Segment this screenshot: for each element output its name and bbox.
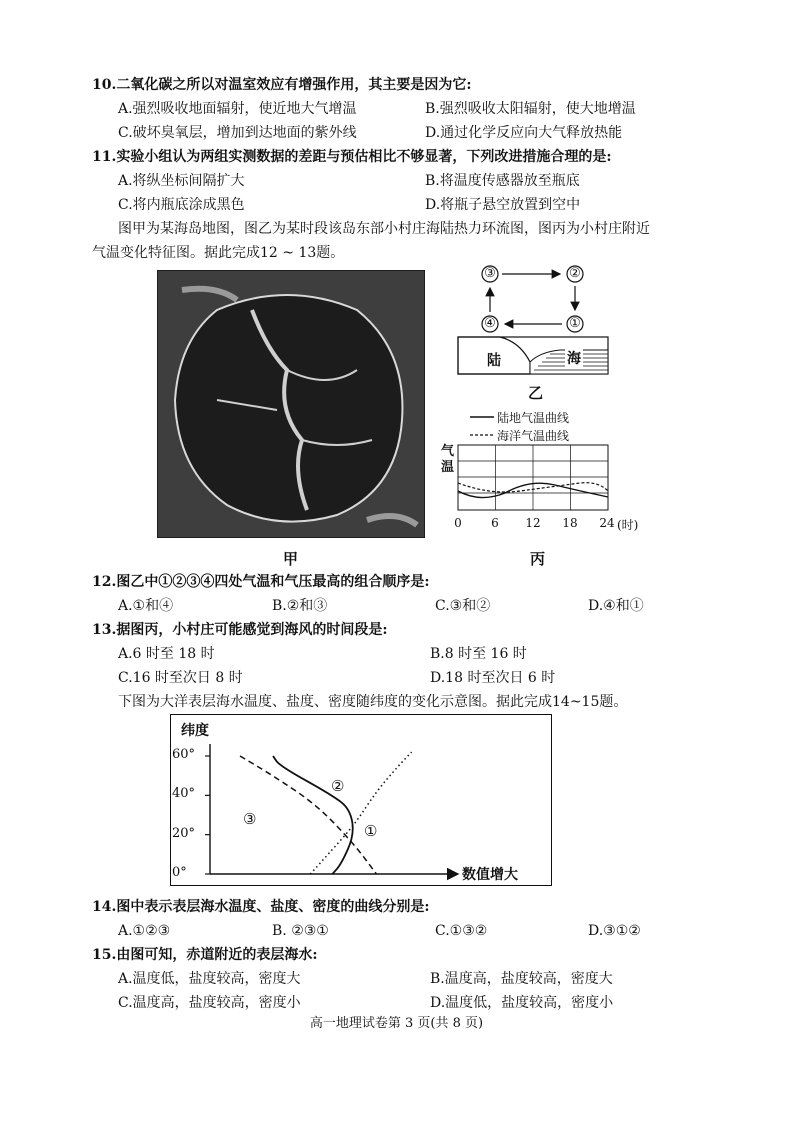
q13-option-a[interactable]: A.6 时至 18 时 — [118, 646, 215, 662]
series-label: ① — [364, 821, 378, 840]
node-3-label: ③ — [484, 266, 496, 281]
ocean-chart-ylabel: 纬度 — [181, 723, 209, 739]
legend-land-label: 陆地气温曲线 — [497, 411, 570, 425]
intro2-line1: 下图为大洋表层海水温度、盐度、密度随纬度的变化示意图。据此完成14~15题。 — [118, 694, 628, 710]
intro1-line2: 气温变化特征图。据此完成12 ~ 13题。 — [92, 245, 345, 261]
q12-option-a[interactable]: A.①和④ — [118, 598, 174, 614]
node-2-label: ② — [569, 266, 581, 281]
q11-option-c[interactable]: C.将内瓶底涂成黑色 — [118, 197, 245, 213]
q12-option-d[interactable]: D.④和① — [588, 598, 644, 614]
q14-option-b[interactable]: B. ②③① — [272, 923, 329, 939]
q15-option-d[interactable]: D.温度低，盐度较高，密度小 — [430, 995, 614, 1011]
q15-stem: 15.由图可知，赤道附近的表层海水: — [92, 947, 318, 963]
q13-option-b[interactable]: B.8 时至 16 时 — [430, 646, 527, 662]
x-tick-6: 6 — [491, 516, 499, 530]
x-tick-0: 0 — [454, 516, 462, 530]
figure-bing-label: 丙 — [530, 550, 546, 568]
y-tick-label: 60° — [172, 747, 196, 762]
q15-option-a[interactable]: A.温度低，盐度较高，密度大 — [118, 971, 301, 987]
y-tick-label: 0° — [172, 865, 187, 880]
series-label: ② — [331, 776, 345, 795]
q11-option-a[interactable]: A.将纵坐标间隔扩大 — [118, 173, 245, 189]
q14-option-a[interactable]: A.①②③ — [118, 923, 171, 939]
q10-stem: 10.二氧化碳之所以对温室效应有增强作用，其主要是因为它: — [92, 77, 472, 93]
page-footer: 高一地理试卷第 3 页(共 8 页) — [309, 1016, 484, 1031]
q13-option-c[interactable]: C.16 时至次日 8 时 — [118, 670, 243, 686]
y-label-wen: 温 — [441, 460, 455, 475]
q11-option-d[interactable]: D.将瓶子悬空放置到空中 — [425, 197, 581, 213]
q15-option-b[interactable]: B.温度高，盐度较高，密度大 — [430, 971, 613, 987]
figure-jia-island-map — [157, 270, 425, 538]
q13-option-d[interactable]: D.18 时至次日 6 时 — [430, 670, 556, 686]
q14-option-c[interactable]: C.①③② — [435, 923, 488, 939]
legend-sea-label: 海洋气温曲线 — [497, 429, 570, 443]
q14-stem: 14.图中表示表层海水温度、盐度、密度的曲线分别是: — [92, 899, 430, 915]
q15-option-c[interactable]: C.温度高，盐度较高，密度小 — [118, 995, 301, 1011]
figure-yi-label: 乙 — [528, 384, 544, 402]
x-tick-12: 12 — [525, 516, 541, 530]
x-unit: (时) — [617, 518, 639, 532]
y-label-qi: 气 — [441, 444, 455, 459]
intro1-line1: 图甲为某海岛地图，图乙为某时段该岛东部小村庄海陆热力环流图，图丙为小村庄附近 — [118, 221, 650, 237]
ocean-properties-chart — [170, 714, 552, 886]
series-label: ③ — [243, 809, 257, 828]
q10-option-c[interactable]: C.破坏臭氧层，增加到达地面的紫外线 — [118, 125, 357, 141]
q10-option-b[interactable]: B.强烈吸收太阳辐射，使大地增温 — [425, 101, 636, 117]
node-4-label: ④ — [484, 316, 496, 331]
ocean-chart-xlabel: 数值增大 — [462, 867, 518, 883]
q10-option-d[interactable]: D.通过化学反应向大气释放热能 — [425, 125, 623, 141]
q10-option-a[interactable]: A.强烈吸收地面辐射，使近地大气增温 — [118, 101, 357, 117]
q13-stem: 13.据图丙，小村庄可能感觉到海风的时间段是: — [92, 622, 388, 638]
land-label: 陆 — [487, 353, 501, 369]
y-tick-label: 20° — [172, 825, 196, 841]
y-tick-label: 40° — [172, 786, 196, 802]
q12-option-c[interactable]: C.③和② — [435, 598, 491, 614]
q12-option-b[interactable]: B.②和③ — [272, 598, 328, 614]
x-tick-18: 18 — [562, 516, 578, 530]
q14-option-d[interactable]: D.③①② — [588, 923, 641, 939]
q11-stem: 11.实验小组认为两组实测数据的差距与预估相比不够显著，下列改进措施合理的是: — [92, 149, 612, 165]
figure-yi-circulation — [450, 262, 610, 380]
sea-label: 海 — [565, 348, 583, 368]
x-tick-24: 24 — [599, 516, 615, 530]
node-1-label: ① — [569, 316, 581, 331]
figure-jia-label: 甲 — [283, 550, 299, 568]
q12-stem: 12.图乙中①②③④四处气温和气压最高的组合顺序是: — [92, 574, 430, 590]
q11-option-b[interactable]: B.将温度传感器放至瓶底 — [425, 173, 580, 189]
